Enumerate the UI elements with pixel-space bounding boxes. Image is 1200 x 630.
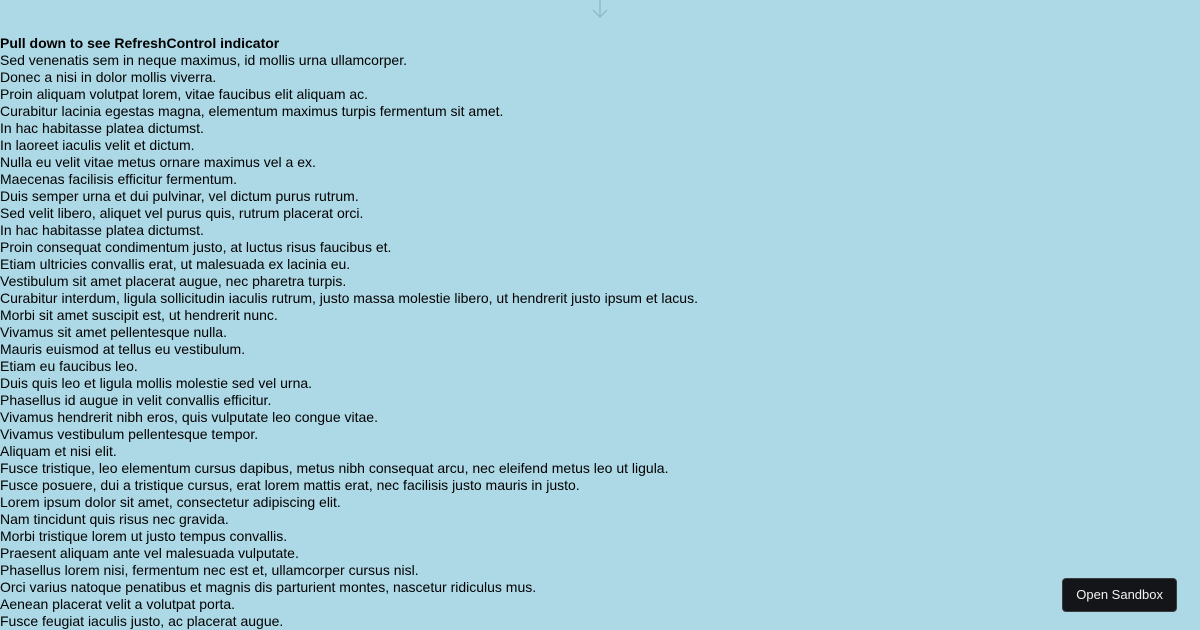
- list-item: Phasellus lorem nisi, fermentum nec est et, ullamcorper cursus nisl.: [0, 562, 419, 578]
- scroll-content[interactable]: [0, 35, 1200, 630]
- list-item: Nam tincidunt quis risus nec gravida.: [0, 511, 229, 527]
- page-title: Pull down to see RefreshControl indicator: [0, 35, 280, 51]
- list-item: Duis semper urna et dui pulvinar, vel dictum purus rutrum.: [0, 188, 359, 204]
- list-item: Vestibulum sit amet placerat augue, nec pharetra turpis.: [0, 273, 347, 289]
- list-item: Proin aliquam volutpat lorem, vitae faucibus elit aliquam ac.: [0, 86, 369, 102]
- list-item: Aenean placerat velit a volutpat porta.: [0, 596, 236, 612]
- list-item: Curabitur interdum, ligula sollicitudin iaculis rutrum, justo massa molestie libero, ut hendrerit justo ipsum et lacus.: [0, 290, 698, 306]
- list-item: Maecenas facilisis efficitur fermentum.: [0, 171, 238, 187]
- list-item: Donec a nisi in dolor mollis viverra.: [0, 69, 217, 85]
- list-item: Curabitur lacinia egestas magna, elementum maximus turpis fermentum sit amet.: [0, 103, 504, 119]
- list-item: Sed velit libero, aliquet vel purus quis, rutrum placerat orci.: [0, 205, 364, 221]
- list-item: Morbi sit amet suscipit est, ut hendrerit nunc.: [0, 307, 278, 323]
- list-item: Fusce feugiat iaculis justo, ac placerat augue.: [0, 613, 284, 629]
- list-item: Mauris euismod at tellus eu vestibulum.: [0, 341, 246, 357]
- list-item: In hac habitasse platea dictumst.: [0, 120, 204, 136]
- list-item: Phasellus id augue in velit convallis efficitur.: [0, 392, 272, 408]
- list-item: Fusce posuere, dui a tristique cursus, erat lorem mattis erat, nec facilisis justo mauris in justo.: [0, 477, 580, 493]
- list-item: Lorem ipsum dolor sit amet, consectetur adipiscing elit.: [0, 494, 341, 510]
- list-item: Etiam ultricies convallis erat, ut malesuada ex lacinia eu.: [0, 256, 351, 272]
- list-item: Sed venenatis sem in neque maximus, id mollis urna ullamcorper.: [0, 52, 407, 68]
- list-item: Etiam eu faucibus leo.: [0, 358, 138, 374]
- list-item: In laoreet iaculis velit et dictum.: [0, 137, 195, 153]
- list-item: Vivamus hendrerit nibh eros, quis vulputate leo congue vitae.: [0, 409, 378, 425]
- list-item: Vivamus vestibulum pellentesque tempor.: [0, 426, 259, 442]
- list-item: Fusce tristique, leo elementum cursus dapibus, metus nibh consequat arcu, nec eleifend metus leo ut ligula.: [0, 460, 669, 476]
- list-item: Proin consequat condimentum justo, at luctus risus faucibus et.: [0, 239, 392, 255]
- arrow-down-icon: [591, 0, 609, 20]
- text-list: [0, 52, 1200, 630]
- list-item: Vivamus sit amet pellentesque nulla.: [0, 324, 227, 340]
- list-item: Nulla eu velit vitae metus ornare maximus vel a ex.: [0, 154, 316, 170]
- list-item: Duis quis leo et ligula mollis molestie sed vel urna.: [0, 375, 313, 391]
- list-item: Praesent aliquam ante vel malesuada vulputate.: [0, 545, 299, 561]
- open-sandbox-button[interactable]: Open Sandbox: [1062, 578, 1177, 612]
- list-item: Morbi tristique lorem ut justo tempus convallis.: [0, 528, 288, 544]
- list-item: Aliquam et nisi elit.: [0, 443, 117, 459]
- list-item: Orci varius natoque penatibus et magnis dis parturient montes, nascetur ridiculus mus.: [0, 579, 537, 595]
- list-item: In hac habitasse platea dictumst.: [0, 222, 204, 238]
